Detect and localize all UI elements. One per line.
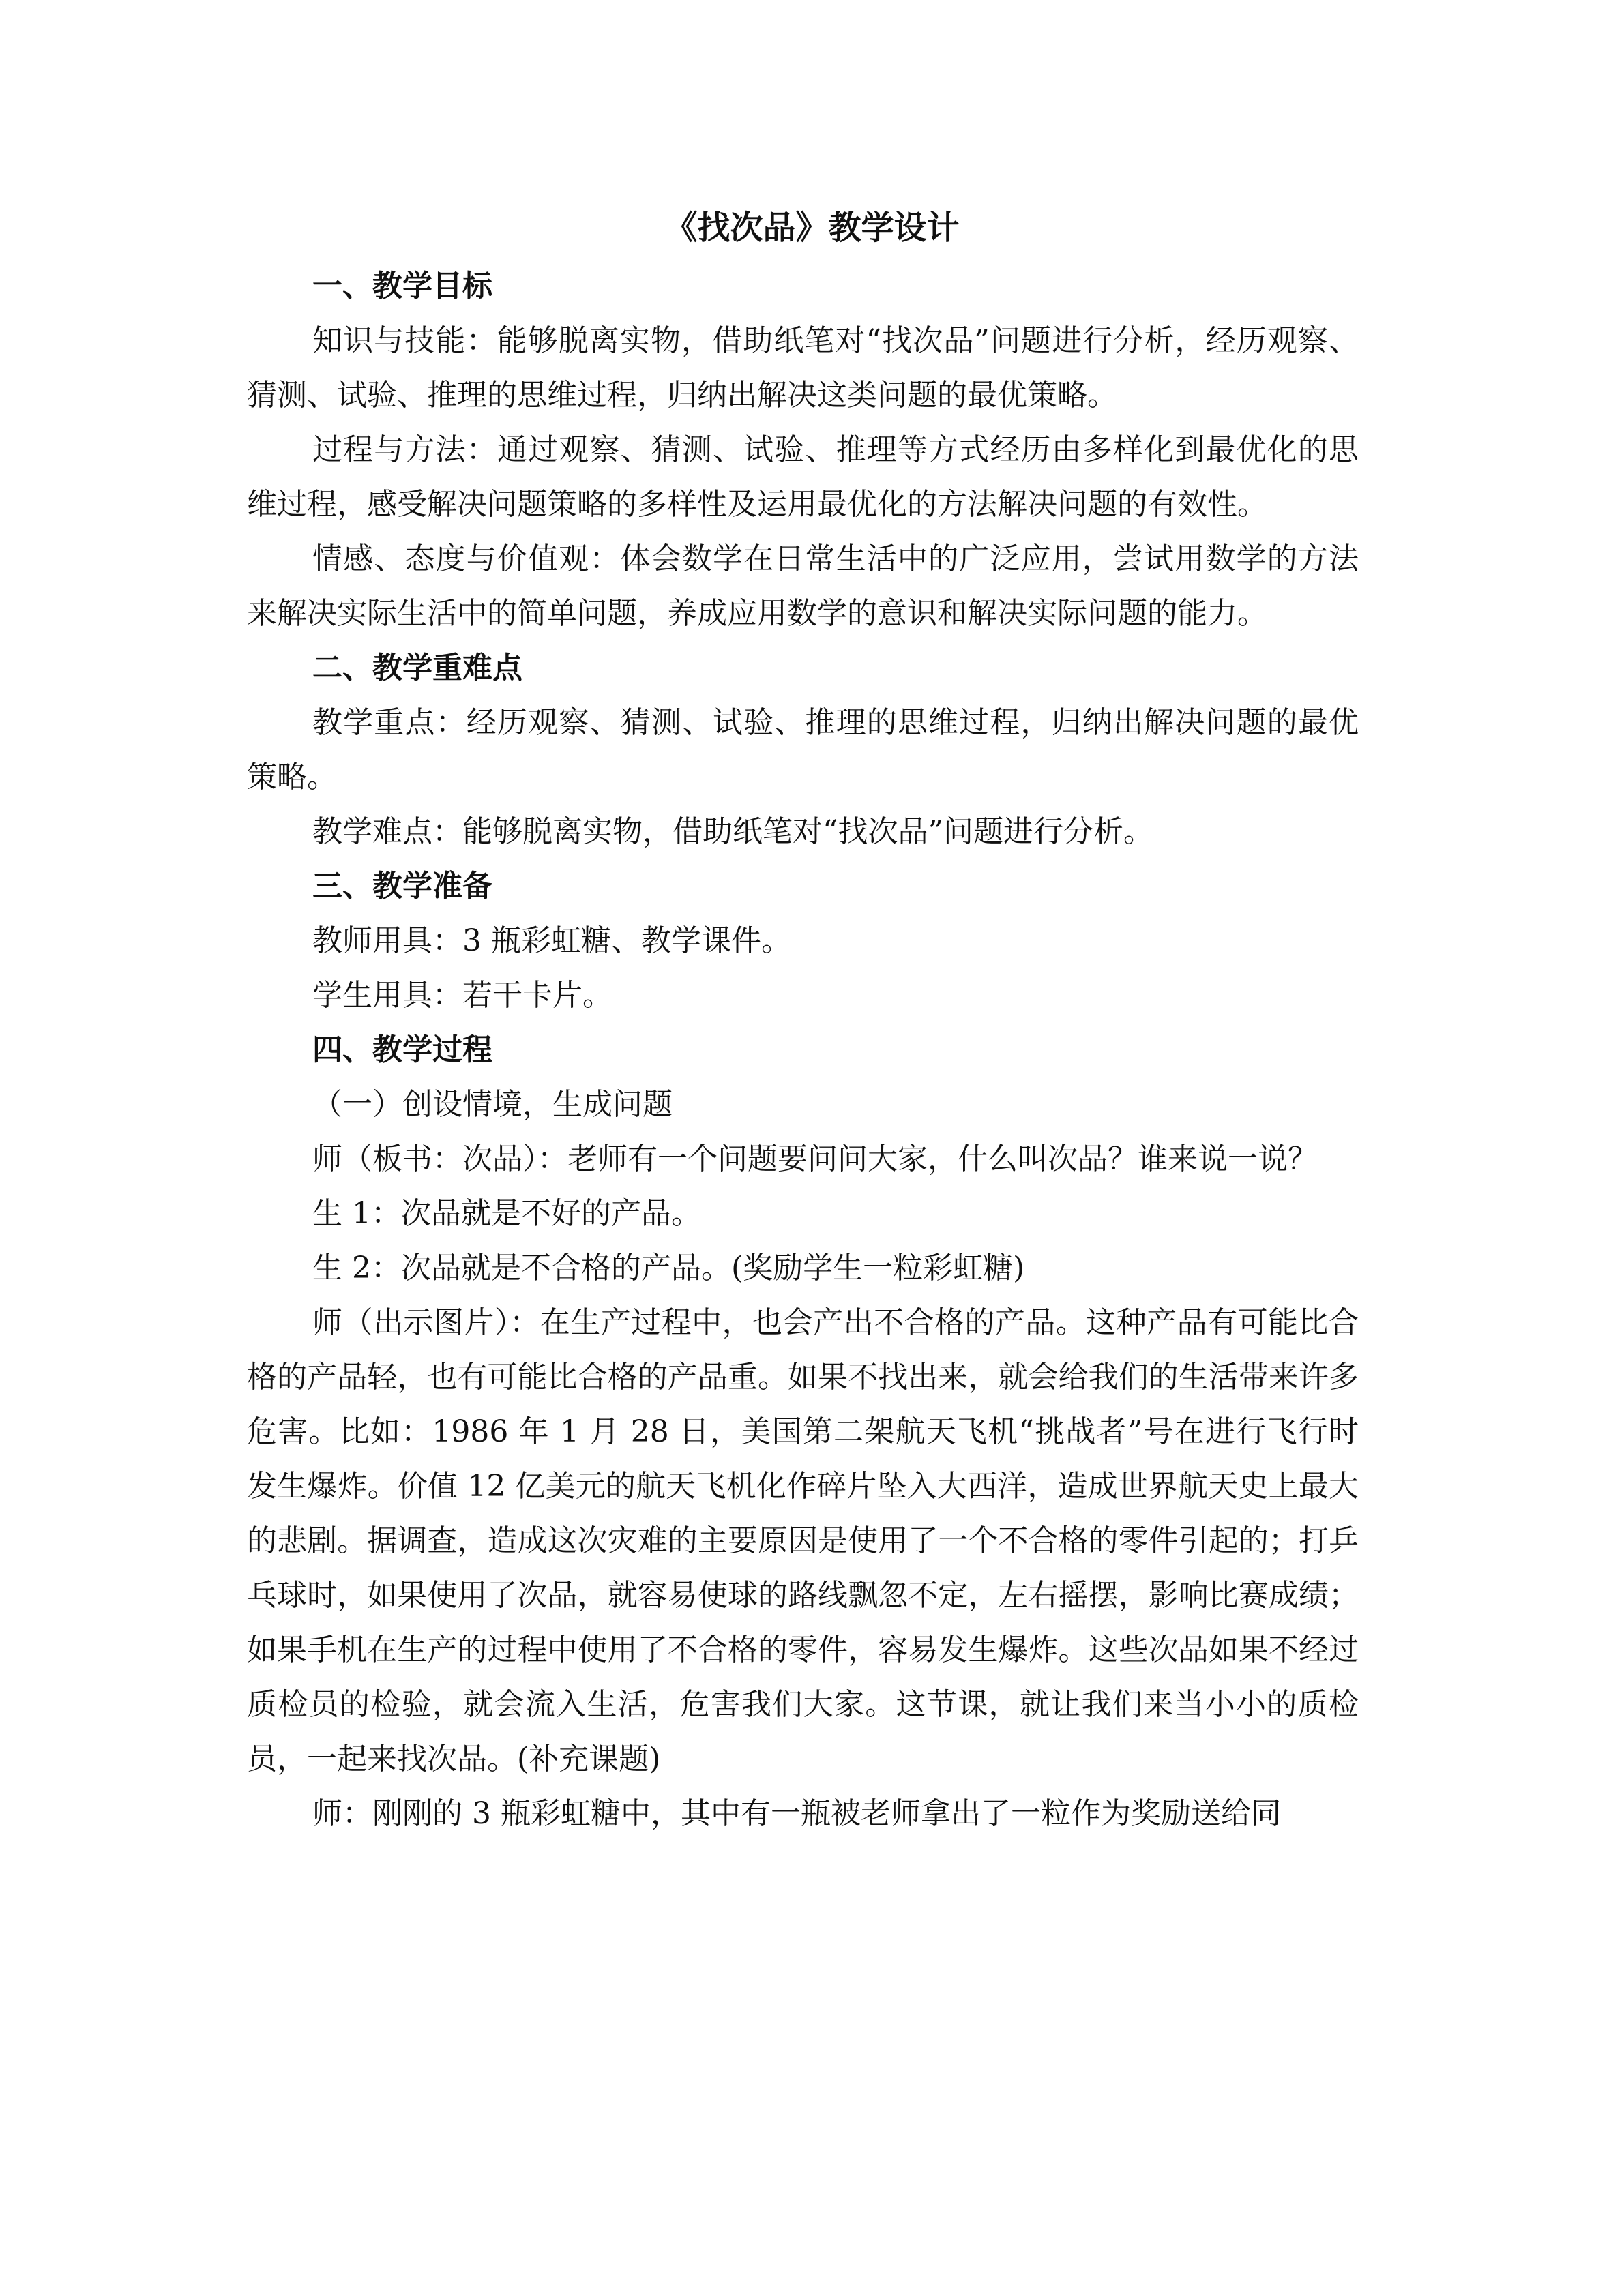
paragraph-teacher-story: 师（出示图片）：在生产过程中，也会产出不合格的产品。这种产品有可能比合格的产品轻，也有可能比合格的产品重。如果不找出来，就会给我们的生活带来许多危害。比如：1986 年 1 月 28 日，美国第二架航天飞机“挑战者”号在进行飞行时发生爆炸。价值 12 亿美元的航天飞机化作碎片坠入大西洋，造成世界航天史上最大的悲剧。据调查，造成这次灾难的主要原因是使用了一个不合格的零件引起的；打乒乓球时，如果使用了次品，就容易使球的路线飘忽不定，左右摇摆，影响比赛成绩；如果手机在生产的过程中使用了不合格的零件，容易发生爆炸。这些次品如果不经过质检员的检验，就会流入生活，危害我们大家。这节课，就让我们来当小小的质检员，一起来找次品。(补充课题) [247, 1305, 1359, 1776]
section-heading-preparation: 三、教学准备 [312, 869, 492, 904]
paragraph-student-1: 生 1：次品就是不好的产品。 [312, 1196, 701, 1231]
document-body [247, 259, 1359, 1841]
paragraph-key-point: 教学重点：经历观察、猜测、试验、推理的思维过程，归纳出解决问题的最优策略。 [247, 705, 1359, 794]
paragraph-student-tools: 学生用具：若干卡片。 [312, 978, 612, 1013]
paragraph-teacher-tools: 教师用具：3 瓶彩虹糖、教学课件。 [312, 923, 791, 958]
paragraph-teacher-candy: 师：刚刚的 3 瓶彩虹糖中，其中有一瓶被老师拿出了一粒作为奖励送给同 [312, 1796, 1281, 1831]
paragraph-difficult-point: 教学难点：能够脱离实物，借助纸笔对“找次品”问题进行分析。 [312, 814, 1153, 849]
paragraph-teacher-question: 师（板书：次品）：老师有一个问题要问问大家，什么叫次品？谁来说一说？ [312, 1142, 1318, 1176]
paragraph-process-methods: 过程与方法：通过观察、猜测、试验、推理等方式经历由多样化到最优化的思维过程，感受解决问题策略的多样性及运用最优化的方法解决问题的有效性。 [247, 432, 1359, 522]
section-heading-key-points: 二、教学重难点 [312, 651, 522, 685]
section-heading-objectives: 一、教学目标 [312, 269, 492, 303]
paragraph-student-2: 生 2：次品就是不合格的产品。(奖励学生一粒彩虹糖) [312, 1251, 1025, 1285]
section-heading-process: 四、教学过程 [312, 1032, 492, 1067]
paragraph-attitudes-values: 情感、态度与价值观：体会数学在日常生活中的广泛应用，尝试用数学的方法来解决实际生活中的简单问题，养成应用数学的意识和解决实际问题的能力。 [247, 541, 1359, 631]
document-title: 《找次品》教学设计 [664, 209, 960, 247]
paragraph-knowledge-skills: 知识与技能：能够脱离实物，借助纸笔对“找次品”问题进行分析，经历观察、猜测、试验、推理的思维过程，归纳出解决这类问题的最优策略。 [247, 323, 1359, 413]
subsection-heading-scenario: （一）创设情境，生成问题 [312, 1087, 673, 1122]
